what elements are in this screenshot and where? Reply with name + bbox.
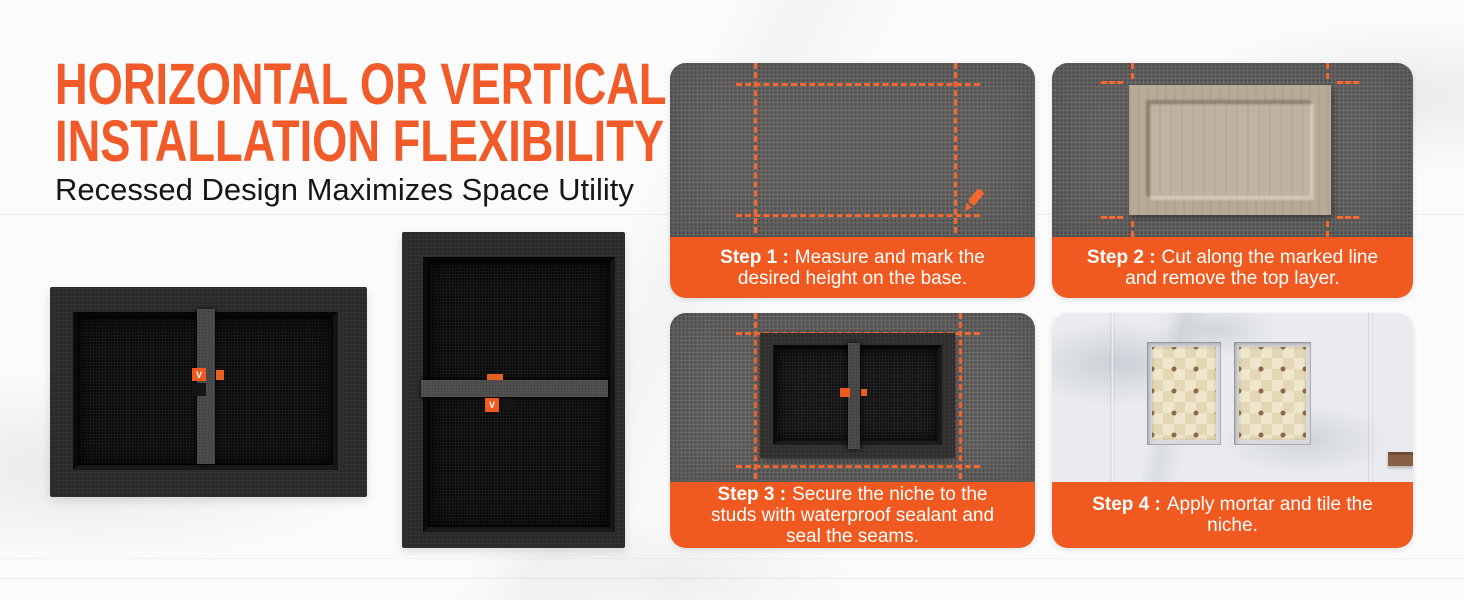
brand-label: V [485, 398, 499, 412]
mosaic-tile [1152, 347, 1216, 440]
step-4-image [1052, 313, 1413, 482]
step-1-image [670, 63, 1035, 237]
step-3-image [670, 313, 1035, 482]
brand-tag-icon [861, 389, 867, 396]
step-4-caption [1052, 482, 1413, 548]
wall-seam [1110, 313, 1115, 482]
page-subtitle: Recessed Design Maximizes Space Utility [55, 172, 634, 207]
cut-out-board [1129, 85, 1331, 215]
step-3-panel [670, 313, 1035, 548]
product-photo-horizontal-niche [50, 287, 367, 497]
marker-pen-icon [955, 185, 989, 219]
installed-niche [760, 333, 955, 458]
step-2-caption [1052, 237, 1413, 298]
tiled-niche [1147, 342, 1221, 445]
step-label: Step 1 : [720, 246, 789, 268]
mark-line-vertical [754, 63, 757, 233]
mark-line-horizontal [736, 83, 980, 86]
spec-tag [192, 383, 206, 396]
product-photo-vertical-niche [402, 232, 625, 548]
title-line-2: INSTALLATION FLEXIBILITY [55, 109, 665, 174]
marble-seam-line [0, 578, 1464, 579]
mark-line-vertical [959, 313, 962, 479]
title-line-1: HORIZONTAL OR VERTICAL [55, 52, 667, 117]
step-4-panel [1052, 313, 1413, 548]
board-raised-panel [1148, 102, 1312, 198]
brand-tag-icon [487, 374, 503, 380]
step-text: Secure the niche to the studs with waterproof sealant and seal the seams. [710, 483, 995, 547]
step-label: Step 2 : [1086, 246, 1156, 268]
step-1-panel [670, 63, 1035, 298]
brand-tag-icon [216, 370, 224, 380]
step-text: Cut along the marked line and remove the top layer. [1125, 246, 1379, 289]
wood-shelf [1388, 452, 1413, 466]
brand-label [840, 388, 850, 397]
mark-line-vertical [754, 313, 757, 479]
mark-line-horizontal [736, 214, 980, 217]
step-2-image [1052, 63, 1413, 237]
step-2-panel [1052, 63, 1413, 298]
tiled-niche [1234, 342, 1311, 445]
step-3-caption [670, 482, 1035, 548]
niche-center-shelf [421, 380, 608, 397]
step-label: Step 4 : [1092, 494, 1161, 515]
mosaic-tile [1239, 347, 1306, 440]
mark-line-horizontal [736, 465, 980, 468]
wall-seam [1368, 313, 1373, 482]
step-label: Step 3 : [717, 483, 787, 505]
step-1-caption [670, 237, 1035, 298]
step-text: Apply mortar and tile the niche. [1166, 494, 1373, 536]
page-title [55, 52, 667, 174]
marble-seam-line [0, 558, 1464, 559]
brand-label: V [192, 368, 206, 381]
step-text: Measure and mark the desired height on the base. [737, 246, 985, 289]
spec-tag [502, 399, 514, 410]
